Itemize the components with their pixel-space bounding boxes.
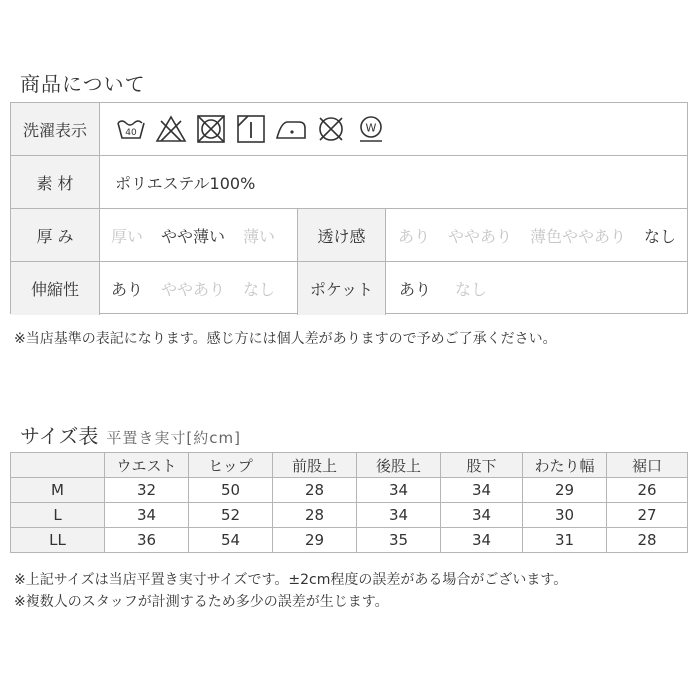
wet-clean-icon	[355, 113, 387, 145]
no-bleach-icon	[155, 113, 187, 145]
table-cell: 29	[273, 528, 357, 553]
column-header: ヒップ	[189, 453, 273, 478]
table-cell: 50	[189, 478, 273, 503]
thickness-options	[111, 209, 293, 261]
iron-low-icon	[275, 113, 307, 145]
column-header: 前股上	[273, 453, 357, 478]
table-cell: 27	[607, 503, 688, 528]
thickness-row	[11, 209, 687, 262]
thickness-option: やや薄い	[161, 226, 226, 246]
table-row	[11, 528, 688, 553]
thickness-option: 厚い	[111, 226, 144, 246]
wash-temp-text: 40	[125, 128, 137, 138]
material-row	[11, 156, 687, 209]
care-icons	[115, 113, 387, 149]
care-row	[11, 103, 687, 156]
sheer-option: ややあり	[448, 226, 513, 246]
section-title-product: 商品について	[20, 72, 146, 96]
pocket-option: あり	[399, 280, 432, 299]
sheer-options	[398, 209, 694, 261]
table-cell: 36	[105, 528, 189, 553]
stretch-option: なし	[243, 280, 276, 299]
table-cell: 34	[357, 503, 441, 528]
sheer-option: あり	[398, 226, 431, 246]
table-row	[11, 478, 688, 503]
size-note: ※複数人のスタッフが計測するため多少の誤差が生じます。	[14, 594, 389, 610]
sheer-option: なし	[644, 226, 677, 246]
table-cell: 26	[607, 478, 688, 503]
table-cell: 52	[189, 503, 273, 528]
stretch-row	[11, 262, 687, 315]
thickness-option: 薄い	[243, 226, 276, 246]
care-label: 洗濯表示	[11, 103, 100, 155]
table-cell: 29	[523, 478, 607, 503]
table-cell: 34	[357, 478, 441, 503]
table-cell: 34	[441, 503, 523, 528]
size-table-title: サイズ表	[20, 424, 99, 448]
table-cell: 30	[523, 503, 607, 528]
table-cell: 35	[357, 528, 441, 553]
size-table	[10, 452, 688, 553]
stretch-option: あり	[111, 280, 144, 299]
pocket-options	[399, 262, 505, 315]
section-title-size	[20, 420, 241, 449]
size-table-subtitle: 平置き実寸[約cm]	[106, 429, 241, 447]
table-cell: 34	[441, 528, 523, 553]
no-tumble-dry-icon	[195, 113, 227, 145]
stretch-options	[111, 262, 293, 315]
line-dry-icon	[235, 113, 267, 145]
table-row	[11, 503, 688, 528]
size-label: L	[11, 503, 105, 528]
table-cell: 28	[273, 503, 357, 528]
table-cell: 28	[607, 528, 688, 553]
table-cell: 32	[105, 478, 189, 503]
size-table-header-row	[11, 453, 688, 478]
column-header: 股下	[441, 453, 523, 478]
table-cell: 34	[441, 478, 523, 503]
product-note: ※当店基準の表記になります。感じ方には個人差がありますので予めご了承ください。	[14, 331, 557, 347]
pocket-label: ポケット	[297, 262, 386, 315]
no-dry-clean-icon	[315, 113, 347, 145]
column-header: わたり幅	[523, 453, 607, 478]
table-cell: 54	[189, 528, 273, 553]
wash-40-icon	[115, 113, 147, 145]
column-header: 裾口	[607, 453, 688, 478]
product-info-table	[10, 102, 688, 314]
size-table-corner	[11, 453, 105, 478]
size-notes	[14, 569, 567, 613]
stretch-label: 伸縮性	[11, 262, 100, 315]
table-cell: 31	[523, 528, 607, 553]
table-cell: 34	[105, 503, 189, 528]
wet-mark-text: W	[365, 121, 377, 135]
size-note: ※上記サイズは当店平置き実寸サイズです。±2cm程度の誤差がある場合がございます。	[14, 572, 568, 588]
material-value: ポリエステル100%	[115, 173, 256, 193]
thickness-label: 厚 み	[11, 209, 100, 261]
column-header: 後股上	[357, 453, 441, 478]
stretch-option: ややあり	[161, 280, 226, 299]
sheer-option: 薄色ややあり	[530, 226, 627, 246]
table-cell: 28	[273, 478, 357, 503]
size-label: LL	[11, 528, 105, 553]
size-label: M	[11, 478, 105, 503]
sheer-label: 透け感	[297, 209, 386, 261]
column-header: ウエスト	[105, 453, 189, 478]
pocket-option: なし	[455, 280, 488, 299]
material-label: 素 材	[11, 156, 100, 208]
